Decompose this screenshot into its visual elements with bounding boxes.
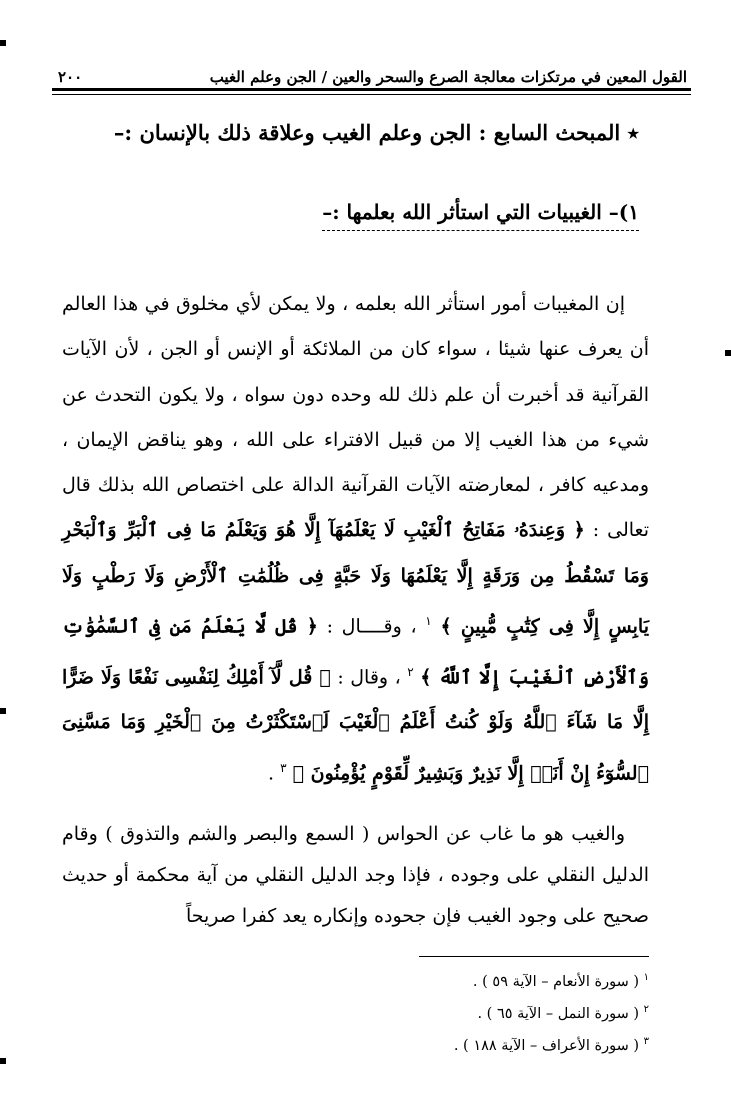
footnote-number: ١: [643, 972, 649, 983]
footnotes: [200, 962, 649, 1058]
footnote-2: [200, 994, 649, 1026]
scan-edge-mark: [725, 350, 731, 356]
verse-3: ﴿ قُل لَّآ أَمْلِكُ لِنَفْسِى نَفْعًا وَلَا ضَرًّا إِلَّا مَا شَآءَ ٱللَّهُ وَلَوْ كُنتُ أَعْلَمُ ٱلْغَيْبَ لَٱسْتَكْثَرْتُ مِنَ ٱلْخَيْرِ وَمَا مَسَّنِىَ ٱلسُّوٓءُ إِنْ أَنَا۠ إِلَّا نَذِيرٌ وَبَشِيرٌ لِّقَوْمٍ يُؤْمِنُونَ ﴾: [62, 666, 649, 784]
running-header-title: القول المعين في مرتكزات معالجة الصرع والسحر والعين / الجن وعلم الغيب: [209, 68, 687, 86]
page-number: ٢٠٠: [58, 68, 83, 86]
connector-1: ، وقــــال :: [326, 615, 417, 638]
scan-edge-mark: [0, 40, 6, 46]
header-double-rule: [52, 88, 691, 91]
footnote-text: ( سورة النمل – الآية ٦٥ ) .: [477, 1005, 640, 1022]
footnote-text: ( سورة الأنعام – الآية ٥٩ ) .: [472, 973, 640, 990]
footnote-ref-3: ٣: [280, 760, 287, 775]
paragraph-1-end: .: [268, 761, 275, 784]
footnote-text: ( سورة الأعراف – الآية ١٨٨ ) .: [453, 1037, 640, 1054]
scan-edge-mark: [0, 1058, 6, 1064]
footnote-number: ٣: [643, 1036, 649, 1047]
footnote-number: ٢: [643, 1004, 649, 1015]
paragraph-1-intro: إن المغيبات أمور استأثر الله بعلمه ، ولا يمكن لأي مخلوق في هذا العالم أن يعرف عنها شيئا ، سواء كان من الملائكة أو الإنس أو الجن ، لأن الآيات القرآنية قد أخبرت أن علم ذلك لله وحده دون سواه ، ولا يكون التحدث عن شيء من هذا الغيب إلا من قبيل الافتراء على الله ، وهو يناقض الإيمان ، ومدعيه كافر ، لمعارضته الآيات القرآنية الدالة على اختصاص الله بذلك قال تعالى :: [62, 293, 649, 542]
verse-1: ﴿ وَعِندَهُۥ مَفَاتِحُ ٱلْغَيْبِ لَا يَعْلَمُهَآ إِلَّا هُوَ وَيَعْلَمُ مَا فِى ٱلْبَرِّ وَٱلْبَحْرِ وَمَا تَسْقُطُ مِن وَرَقَةٍ إِلَّا يَعْلَمُهَا وَلَا حَبَّةٍ فِى ظُلُمَٰتِ ٱلْأَرْضِ وَلَا رَطْبٍ وَلَا يَابِسٍ إِلَّا فِى كِتَٰبٍ مُّبِينٍ ﴾: [62, 519, 649, 638]
subsection-title: ١)– الغيبيات التي استأثر الله بعلمها :–: [322, 200, 639, 231]
footnote-1: [200, 962, 649, 994]
paragraph-1: [62, 282, 649, 796]
verse-2: ﴿ قُل لَّا يَعْلَمُ مَن فِى ٱلسَّمَٰوَٰتِ وَٱلْأَرْضِ ٱلْغَيْبَ إِلَّا ٱللَّهُ ﴾: [62, 615, 650, 689]
footnote-ref-2: ٢: [407, 664, 414, 679]
paragraph-2-text: والغيب هو ما غاب عن الحواس ( السمع والبصر والشم والتذوق ) وقام الدليل النقلي على وجوده ، فإذا وجد الدليل النقلي من آية محكمة أو حديث صحيح على وجود الغيب فإن جحوده وإنكاره يعد كفرا صريحاً: [62, 823, 649, 927]
paragraph-2: [62, 814, 649, 937]
connector-2: ، وقال :: [337, 666, 401, 689]
scan-edge-mark: [0, 708, 6, 714]
footnote-separator: [419, 956, 649, 957]
footnote-3: [200, 1026, 649, 1058]
running-header: [58, 52, 687, 86]
footnote-ref-1: ١: [425, 614, 432, 629]
section-title: ٭ المبحث السابع : الجن وعلم الغيب وعلاقة ذلك بالإنسان :–: [113, 120, 639, 145]
